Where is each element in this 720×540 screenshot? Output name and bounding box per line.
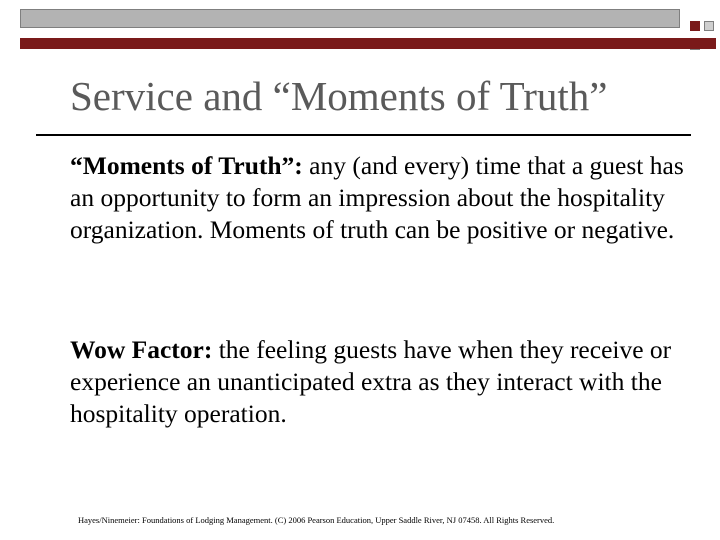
definition-text: the feeling guests have when they receive or experience an unanticipated extra as they interact with the hospitality operation. (70, 335, 672, 428)
definition-text: any (and every) time that a guest has an opportunity to form an impression about the hospitality organization. Moments of truth can be positive or negative. (70, 151, 684, 244)
decorative-header-band (0, 9, 720, 31)
definition-term: Wow Factor: (70, 335, 213, 364)
definition-wow-factor (70, 334, 690, 430)
definition-moments-of-truth (70, 150, 690, 246)
definition-term: “Moments of Truth”: (70, 151, 303, 180)
title-divider (36, 134, 691, 136)
header-red-bar (20, 38, 716, 49)
slide-title: Service and “Moments of Truth” (70, 73, 608, 119)
header-gray-bar (20, 9, 680, 28)
header-square-gray (704, 21, 714, 31)
header-square-red (690, 21, 700, 31)
copyright-footer: Hayes/Ninemeier: Foundations of Lodging Management. (C) 2006 Pearson Education, Upper Saddle River, NJ 07458. All Rights Reserved. (78, 515, 555, 525)
